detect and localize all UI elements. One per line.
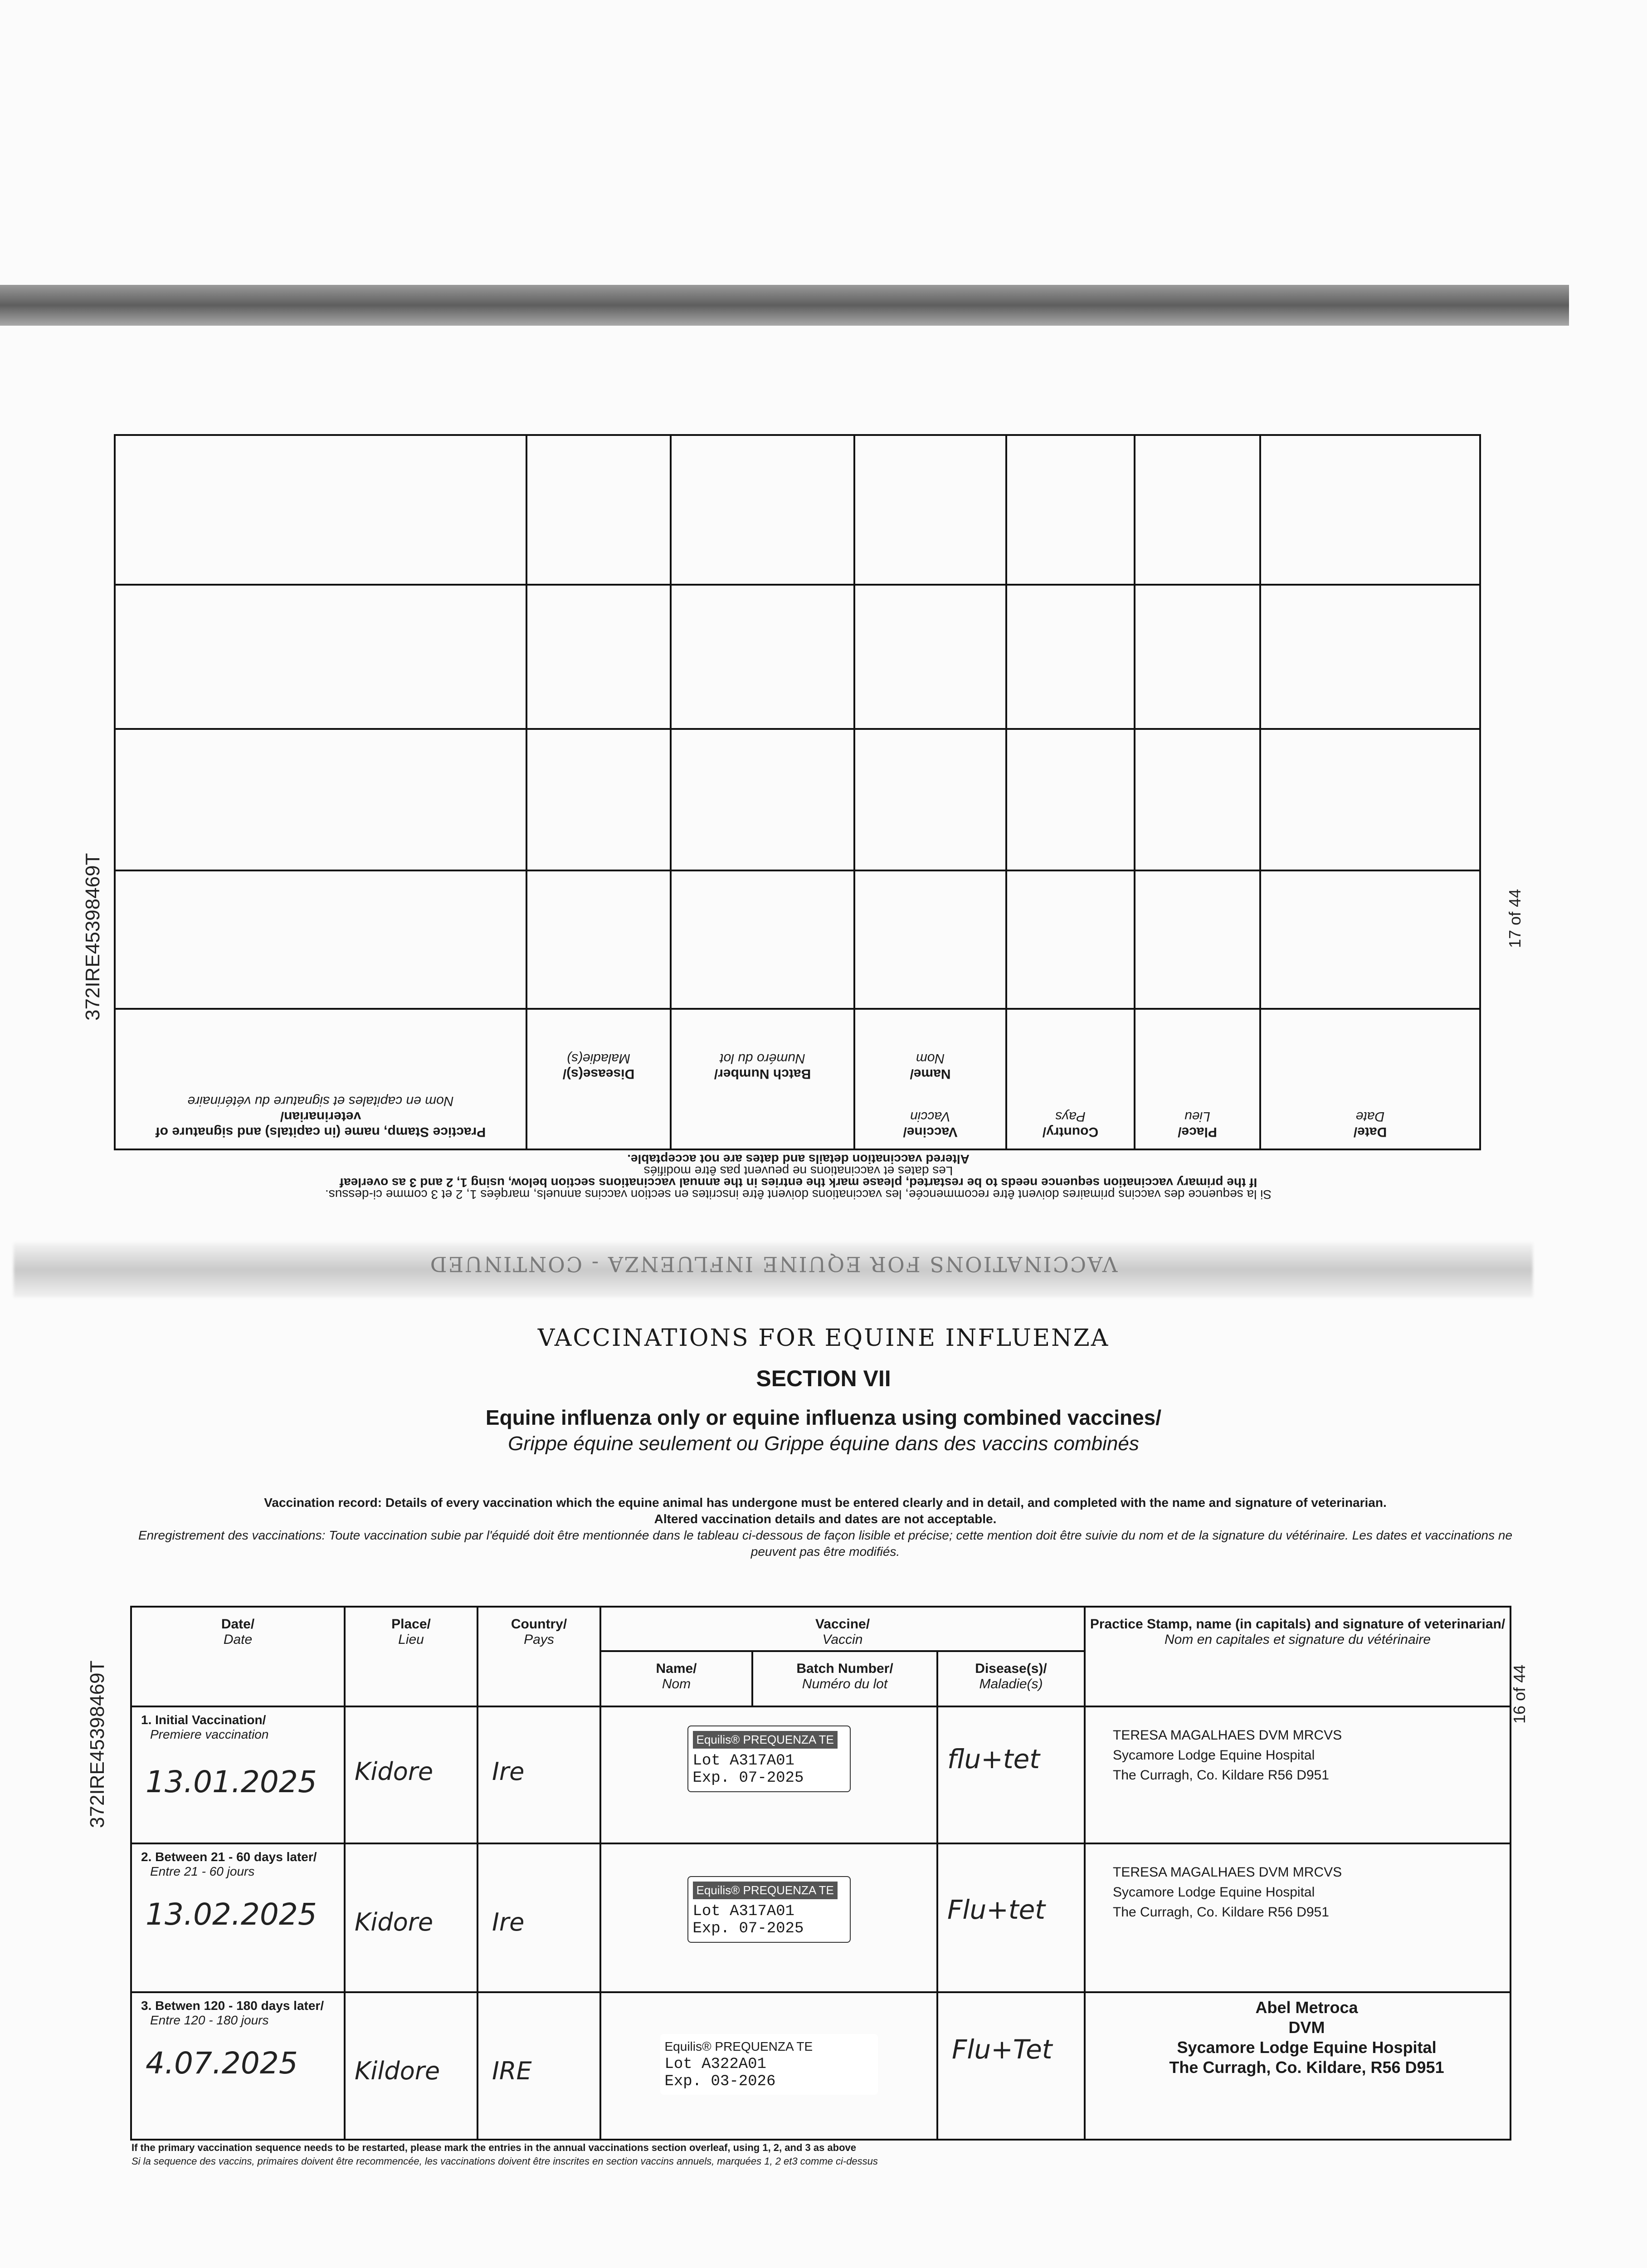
row-label: 3. Betwen 120 - 180 days later/ Entre 120 - 180 jours	[141, 1999, 324, 2027]
intro-text	[136, 1495, 1515, 1560]
header-date: Date/ Date	[131, 1607, 345, 1706]
header-stamp: Practice Stamp, name (in capitals) and signature of veterinarian/ Nom en capitales et signature du vétérinaire	[1085, 1607, 1511, 1706]
table-row	[115, 435, 1480, 585]
practice-stamp: Abel Metroca DVM Sycamore Lodge Equine Hospital The Curragh, Co. Kildare, R56 D951	[1169, 1998, 1444, 2077]
scan-edge-bar	[0, 285, 1569, 326]
header-vaccine: Vaccine/ Vaccin	[600, 1607, 1085, 1651]
table-row	[131, 1843, 1511, 1992]
header-name: Vaccine/ Vaccin Name/ Nom	[854, 1009, 1006, 1149]
table-row	[131, 1992, 1511, 2140]
upper-page-rotated	[116, 434, 1481, 1200]
header-country: Country/ Pays	[1006, 1009, 1135, 1149]
disease-value: flu+tet	[947, 1744, 1040, 1774]
header-place: Place/ Lieu	[345, 1607, 478, 1706]
date-value: 13.01.2025	[146, 1765, 317, 1799]
note-line: Si la sequence des vaccins primaires doivent être recommencée, les vaccinations doivent être inscrites en section vaccins annuels, marqées 1, 2 et 3 comme ci-dessus.	[325, 1188, 1272, 1202]
header-batch: Batch Number/ Numéro du lot	[752, 1651, 937, 1706]
country-value: IRE	[492, 2057, 532, 2085]
country-value: Ire	[492, 1757, 525, 1786]
row-label: 2. Between 21 - 60 days later/ Entre 21 - 60 jours	[141, 1850, 317, 1878]
note-line: Les dates et vaccinations ne peuvent pas être modifiés	[643, 1164, 953, 1178]
place-value: Kildore	[355, 2057, 440, 2085]
section-heading: SECTION VII	[756, 1366, 891, 1391]
vaccine-sticker: Equilis® PREQUENZA TE Lot A322A01 Exp. 03-2026	[660, 2034, 878, 2095]
header-batch: Batch Number/ Numéro du lot	[671, 1009, 854, 1149]
vaccine-sticker: Equilis® PREQUENZA TE Lot A317A01 Exp. 07-2025	[687, 1725, 851, 1792]
upper-vaccination-table	[114, 434, 1481, 1150]
row-label: 1. Initial Vaccination/ Premiere vaccination	[141, 1713, 269, 1741]
date-value: 13.02.2025	[146, 1897, 317, 1932]
country-value: Ire	[492, 1908, 525, 1936]
document-id-lower: 372IRE45398469T	[86, 1660, 108, 1828]
table-row	[115, 585, 1480, 729]
document-id-upper: 372IRE45398469T	[82, 853, 104, 1021]
vaccination-table	[130, 1606, 1510, 2141]
header-date: Date/ Date	[1260, 1009, 1480, 1149]
upper-page-title: VACCINATIONS FOR EQUINE INFLUENZA - CONTINUED	[429, 1252, 1118, 1276]
date-value: 4.07.2025	[146, 2046, 298, 2081]
footer-fr: Si la sequence des vaccins, primaires doivent être recommencée, les vaccinations doivent être inscrites en section vaccins annuels, marquées 1, 2 et3 comme ci-dessus	[132, 2156, 878, 2167]
place-value: Kidore	[355, 1757, 434, 1786]
page-number-upper: 17 of 44	[1506, 889, 1524, 948]
vaccine-sticker: Equilis® PREQUENZA TE Lot A317A01 Exp. 07-2025	[687, 1876, 851, 1943]
header-place: Place/ Lieu	[1135, 1009, 1260, 1149]
practice-stamp: TERESA MAGALHAES DVM MRCVS Sycamore Lodge Equine Hospital The Curragh, Co. Kildare R56 D951	[1113, 1865, 1342, 1920]
table-row	[131, 1706, 1511, 1843]
header-stamp: Practice Stamp, name (in capitals) and signature of veterinarian/ Nom en capitales et signature du vétérinaire	[115, 1009, 526, 1149]
footer-notes	[132, 2141, 1220, 2168]
intro-bold: Vaccination record: Details of every vaccination which the equine animal has undergone must be entered clearly and in detail, and completed with the name and signature of veterinarian.	[264, 1496, 1387, 1510]
table-row	[115, 870, 1480, 1009]
practice-stamp: TERESA MAGALHAES DVM MRCVS Sycamore Lodge Equine Hospital The Curragh, Co. Kildare R56 D951	[1113, 1728, 1342, 1783]
intro-bold-2: Altered vaccination details and dates are not acceptable.	[654, 1512, 997, 1526]
upper-notes	[116, 1150, 1481, 1200]
note-line: If the primary vaccination sequence needs to be restarted, please mark the entries in the annual vaccinations section below, using 1, 2 and 3 as overleaf	[339, 1176, 1257, 1190]
note-line: Altered vaccination details and dates are not acceptable.	[627, 1152, 970, 1166]
disease-value: Flu+tet	[947, 1894, 1045, 1925]
header-name: Name/ Nom	[600, 1651, 752, 1706]
disease-value: Flu+Tet	[952, 2034, 1053, 2065]
header-country: Country/ Pays	[478, 1607, 600, 1706]
subtitle: Equine influenza only or equine influenza using combined vaccines/	[485, 1406, 1162, 1429]
place-value: Kidore	[355, 1908, 434, 1936]
page-number-lower: 16 of 44	[1510, 1664, 1529, 1724]
page-title: VACCINATIONS FOR EQUINE INFLUENZA	[537, 1325, 1110, 1352]
subtitle-fr: Grippe équine seulement ou Grippe équine dans des vaccins combinés	[508, 1432, 1139, 1455]
footer-en: If the primary vaccination sequence needs to be restarted, please mark the entries in the annual vaccinations section overleaf, using 1, 2, and 3 as above	[132, 2142, 857, 2153]
table-row	[115, 729, 1480, 870]
header-disease: Disease(s)/ Maladie(s)	[526, 1009, 671, 1149]
intro-fr: Enregistrement des vaccinations: Toute vaccination subie par l'équidé doit être mentionnée dans le tableau ci-dessous de façon lisible et précise; cette mention doit être suivie du nom et de la signature du vétérinaire. Les dates et vaccinations ne peuvent pas être modifiés.	[138, 1528, 1513, 1559]
header-disease: Disease(s)/ Maladie(s)	[937, 1651, 1085, 1706]
